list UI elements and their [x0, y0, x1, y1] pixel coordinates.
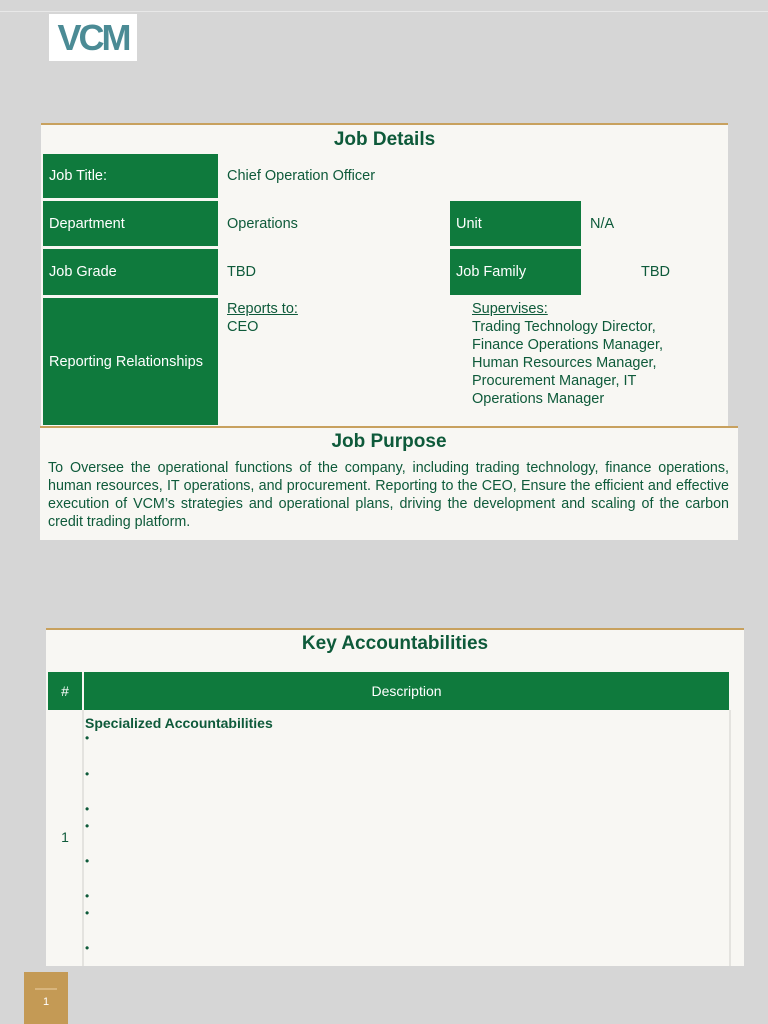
supervises-line: Operations Manager	[472, 391, 605, 407]
job-family-value: TBD	[584, 249, 727, 295]
key-accountabilities-section	[46, 628, 744, 966]
department-label: Department	[43, 201, 218, 246]
bullet: •	[85, 731, 90, 745]
unit-label: Unit	[450, 201, 581, 246]
bullet: •	[85, 941, 90, 955]
job-details-table	[40, 151, 730, 428]
reporting-relationships-label: Reporting Relationships	[43, 298, 218, 425]
bullet: •	[85, 889, 90, 903]
accountability-heading: Specialized Accountabilities	[85, 715, 273, 731]
job-title-label: Job Title:	[43, 154, 218, 198]
logo-text: VCM	[57, 16, 129, 58]
col-header-description: Description	[84, 672, 729, 710]
reports-to-cell	[221, 298, 447, 425]
supervises-label: Supervises:	[472, 301, 548, 317]
unit-value: N/A	[584, 201, 727, 246]
supervises-cell	[450, 298, 727, 425]
key-accountabilities-title: Key Accountabilities	[301, 633, 489, 654]
top-rule	[0, 11, 768, 12]
job-details-title: Job Details	[333, 129, 436, 150]
page-number-box	[24, 972, 68, 1024]
supervises-line: Finance Operations Manager,	[472, 337, 664, 353]
bullet: •	[85, 819, 90, 833]
row-divider	[82, 710, 84, 966]
job-purpose-section	[40, 426, 738, 540]
job-grade-value: TBD	[221, 249, 447, 295]
supervises-line: Human Resources Manager,	[472, 355, 657, 371]
bullet: •	[85, 767, 90, 781]
job-details-section	[41, 123, 728, 427]
col-header-number: #	[48, 672, 82, 710]
job-title-value: Chief Operation Officer	[221, 154, 727, 198]
job-purpose-title: Job Purpose	[331, 431, 447, 452]
department-value: Operations	[221, 201, 447, 246]
supervises-line: Procurement Manager, IT	[472, 373, 637, 389]
job-purpose-text: To Oversee the operational functions of the company, including trading technology, finance operations, human resources, IT operations, and procurement. Reporting to the CEO, Ensure the efficient and effective execution of VCM’s strategies and operational plans, driving the development and scaling of the carbon credit trading platform.	[48, 460, 729, 530]
bullet: •	[85, 802, 90, 816]
page-number: 1	[42, 996, 50, 1008]
row-number: 1	[61, 829, 69, 845]
vcm-logo	[49, 14, 137, 61]
bullet: •	[85, 854, 90, 868]
bullet-list	[85, 731, 105, 955]
reports-to-label: Reports to:	[227, 301, 298, 317]
supervises-line: Trading Technology Director,	[472, 319, 656, 335]
footer-mark	[35, 988, 57, 990]
job-grade-label: Job Grade	[43, 249, 218, 295]
reports-to-value: CEO	[227, 319, 259, 335]
row-right-edge	[729, 710, 731, 966]
job-family-label: Job Family	[450, 249, 581, 295]
bullet: •	[85, 906, 90, 920]
